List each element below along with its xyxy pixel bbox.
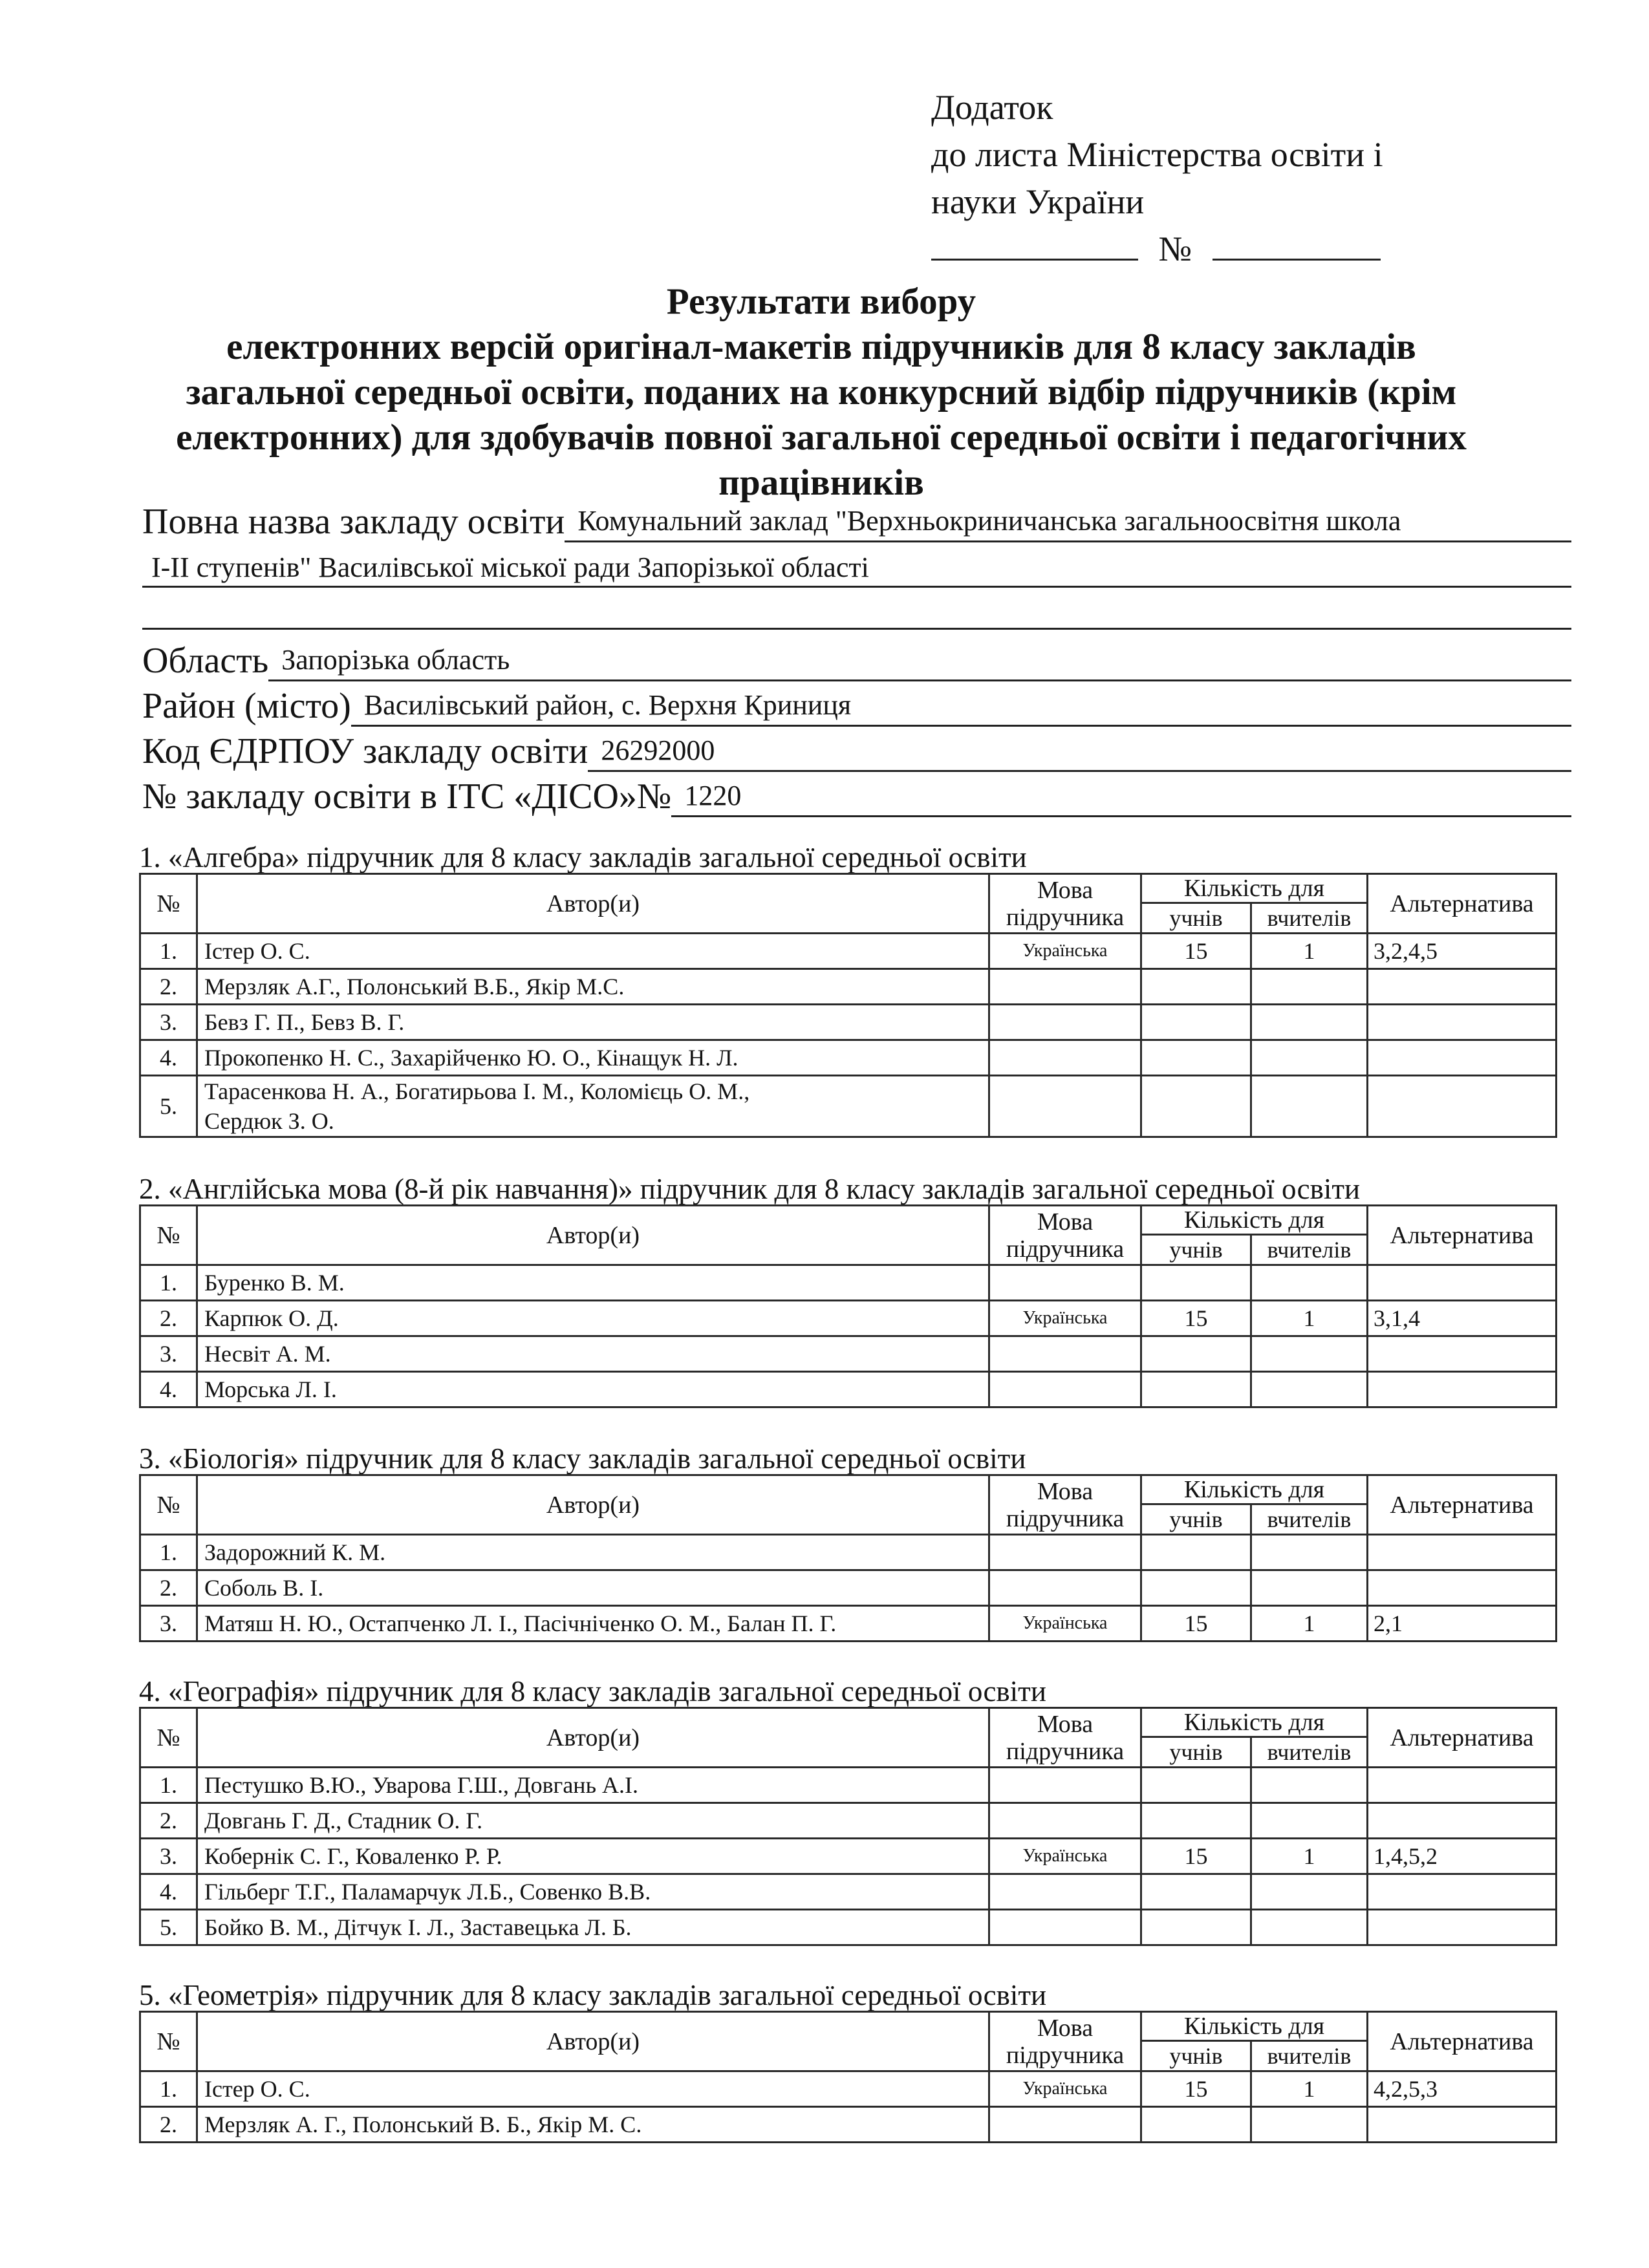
row-teachers (1251, 1910, 1368, 1945)
row-students: 15 (1141, 1606, 1251, 1642)
header-teachers: вчителів (1251, 1737, 1368, 1768)
row-authors (197, 969, 989, 1005)
header-students: учнів (1141, 903, 1251, 934)
row-language: Українська (989, 2071, 1141, 2107)
row-alternative (1368, 1768, 1557, 1803)
row-authors (197, 934, 989, 969)
row-language (989, 1372, 1141, 1407)
row-language (989, 1768, 1141, 1803)
row-teachers: 1 (1251, 1606, 1368, 1642)
row-authors (197, 2107, 989, 2143)
row-language (989, 1076, 1141, 1137)
header-language (989, 1708, 1141, 1768)
row-number: 1. (140, 1265, 197, 1301)
textbook-table (139, 873, 1557, 1138)
row-number: 3. (140, 1839, 197, 1874)
title-line-1: Результати вибору (666, 281, 976, 322)
header-authors: Автор(и) (197, 1206, 989, 1265)
row-number: 5. (140, 1910, 197, 1945)
row-students (1141, 1803, 1251, 1839)
row-language (989, 1535, 1141, 1570)
table-row (140, 1874, 1557, 1910)
annex-line-1: Додаток (931, 88, 1053, 127)
header-authors: Автор(и) (197, 874, 989, 934)
header-alternative: Альтернатива (1368, 1475, 1557, 1535)
author-line: Гільберг Т.Г., Паламарчук Л.Б., Совенко В.В. (204, 1879, 651, 1905)
row-teachers (1251, 1076, 1368, 1137)
author-line: Мерзляк А. Г., Полонський В. Б., Якір М. С. (204, 2112, 642, 2137)
author-line: Істер О. С. (204, 2076, 310, 2102)
title-line-3: загальної середньої освіти, поданих на конкурсний відбір підручників (крім (186, 372, 1457, 412)
header-count: Кількість для (1141, 874, 1368, 903)
title-line-4: електронних) для здобувачів повної загальної середньої освіти і педагогічних (176, 417, 1467, 458)
row-students (1141, 1076, 1251, 1137)
institution-value-2: І-ІІ ступенів" Василівської міської ради Запорізької області (142, 550, 1571, 588)
row-authors (197, 1803, 989, 1839)
section-title: 2. «Англійська мова (8-й рік навчання)» підручник для 8 класу закладів загальної середньої освіти (139, 1173, 1361, 1205)
row-authors (197, 1570, 989, 1606)
table-row (140, 969, 1557, 1005)
section-title: 1. «Алгебра» підручник для 8 класу закладів загальної середньої освіти (139, 841, 1027, 873)
header-language-1: Мова (1037, 2014, 1094, 2042)
header-num: № (140, 874, 197, 934)
row-language (989, 1336, 1141, 1372)
table-row (140, 1768, 1557, 1803)
row-alternative (1368, 1336, 1557, 1372)
row-language (989, 2107, 1141, 2143)
header-alternative: Альтернатива (1368, 1206, 1557, 1265)
row-authors (197, 2071, 989, 2107)
row-teachers (1251, 1570, 1368, 1606)
header-language-2: підручника (1006, 1504, 1125, 1532)
row-alternative (1368, 1910, 1557, 1945)
row-teachers (1251, 1372, 1368, 1407)
header-count: Кількість для (1141, 1708, 1368, 1737)
row-students: 15 (1141, 1301, 1251, 1336)
row-authors (197, 1535, 989, 1570)
row-students: 15 (1141, 934, 1251, 969)
document-title (103, 279, 1539, 506)
row-language: Українська (989, 934, 1141, 969)
row-students (1141, 1910, 1251, 1945)
row-number: 2. (140, 2107, 197, 2143)
header-authors: Автор(и) (197, 2012, 989, 2071)
itc-label: № закладу освіти в ІТС «ДІСО»№ (142, 776, 672, 817)
district-value: Василівський район, с. Верхня Криниця (351, 687, 1571, 727)
header-num: № (140, 2012, 197, 2071)
row-language (989, 1005, 1141, 1040)
row-teachers (1251, 1336, 1368, 1372)
row-authors (197, 1301, 989, 1336)
row-authors (197, 1040, 989, 1076)
table-row (140, 1535, 1557, 1570)
row-authors (197, 1372, 989, 1407)
region-row (142, 640, 1571, 681)
row-authors (197, 1076, 989, 1137)
row-authors (197, 1336, 989, 1372)
row-teachers (1251, 1874, 1368, 1910)
table-row (140, 1005, 1557, 1040)
row-alternative (1368, 1265, 1557, 1301)
row-students: 15 (1141, 2071, 1251, 2107)
row-language: Українська (989, 1301, 1141, 1336)
row-students (1141, 1874, 1251, 1910)
author-line: Пестушко В.Ю., Уварова Г.Ш., Довгань А.І. (204, 1772, 638, 1798)
region-label: Область (142, 641, 269, 681)
row-number: 1. (140, 934, 197, 969)
author-line: Задорожний К. М. (204, 1539, 386, 1565)
row-number: 3. (140, 1336, 197, 1372)
row-number: 1. (140, 1535, 197, 1570)
author-line: Прокопенко Н. С., Захарійченко Ю. О., Кінащук Н. Л. (204, 1045, 738, 1071)
row-alternative (1368, 2107, 1557, 2143)
row-alternative (1368, 1874, 1557, 1910)
author-line: Соболь В. І. (204, 1575, 324, 1601)
row-authors (197, 1265, 989, 1301)
header-language (989, 874, 1141, 934)
header-language-2: підручника (1006, 903, 1125, 931)
row-teachers: 1 (1251, 1839, 1368, 1874)
row-students (1141, 2107, 1251, 2143)
table-row (140, 934, 1557, 969)
table-row (140, 1839, 1557, 1874)
header-num: № (140, 1708, 197, 1768)
row-students (1141, 1768, 1251, 1803)
textbook-table (139, 2011, 1557, 2143)
row-language: Українська (989, 1606, 1141, 1642)
row-students (1141, 1535, 1251, 1570)
row-authors (197, 1606, 989, 1642)
author-line: Бевз Г. П., Бевз В. Г. (204, 1009, 405, 1035)
header-language-2: підручника (1006, 1737, 1125, 1765)
row-alternative (1368, 1803, 1557, 1839)
row-alternative (1368, 1076, 1557, 1137)
section-title: 4. «Географія» підручник для 8 класу закладів загальної середньої освіти (139, 1675, 1046, 1707)
number-sign: № (1158, 230, 1192, 268)
header-num: № (140, 1475, 197, 1535)
author-line: Істер О. С. (204, 938, 310, 964)
author-line: Довгань Г. Д., Стадник О. Г. (204, 1808, 483, 1834)
table-row (140, 1040, 1557, 1076)
row-teachers (1251, 1768, 1368, 1803)
row-teachers (1251, 1265, 1368, 1301)
row-alternative (1368, 1040, 1557, 1076)
table-row (140, 1570, 1557, 1606)
author-line: Несвіт А. М. (204, 1341, 331, 1367)
row-alternative (1368, 1570, 1557, 1606)
row-teachers: 1 (1251, 2071, 1368, 2107)
author-line: Буренко В. М. (204, 1270, 345, 1296)
section-title: 3. «Біологія» підручник для 8 класу закладів загальної середньої освіти (139, 1442, 1026, 1475)
district-row (142, 685, 1571, 727)
row-language (989, 1910, 1141, 1945)
row-number: 4. (140, 1040, 197, 1076)
institution-row (142, 501, 1571, 542)
row-alternative: 3,1,4 (1368, 1301, 1557, 1336)
table-row (140, 2107, 1557, 2143)
row-alternative (1368, 1005, 1557, 1040)
author-line: Матяш Н. Ю., Остапченко Л. І., Пасічніченко О. М., Балан П. Г. (204, 1610, 837, 1636)
row-students (1141, 1265, 1251, 1301)
row-number: 3. (140, 1606, 197, 1642)
author-line: Бойко В. М., Дітчук І. Л., Заставецька Л. Б. (204, 1914, 632, 1940)
row-teachers: 1 (1251, 1301, 1368, 1336)
header-authors: Автор(и) (197, 1475, 989, 1535)
header-students: учнів (1141, 1235, 1251, 1265)
table-row (140, 1910, 1557, 1945)
table-row (140, 1076, 1557, 1137)
header-num: № (140, 1206, 197, 1265)
itc-row (142, 776, 1571, 817)
institution-blank-line (142, 592, 1571, 630)
header-language (989, 2012, 1141, 2071)
header-count: Кількість для (1141, 1475, 1368, 1504)
row-language: Українська (989, 1839, 1141, 1874)
title-line-5: працівників (718, 462, 924, 503)
author-line: Карпюк О. Д. (204, 1305, 339, 1331)
header-language-1: Мова (1037, 1208, 1094, 1236)
header-language-1: Мова (1037, 1477, 1094, 1505)
author-line: Тарасенкова Н. А., Богатирьова І. М., Коломієць О. М., (204, 1078, 750, 1104)
edrpou-row (142, 731, 1571, 772)
row-number: 4. (140, 1874, 197, 1910)
row-teachers (1251, 1535, 1368, 1570)
header-teachers: вчителів (1251, 1235, 1368, 1265)
row-number: 2. (140, 1570, 197, 1606)
textbook-table (139, 1474, 1557, 1642)
header-teachers: вчителів (1251, 903, 1368, 934)
row-teachers (1251, 1005, 1368, 1040)
row-teachers (1251, 1040, 1368, 1076)
row-number: 3. (140, 1005, 197, 1040)
row-alternative: 4,2,5,3 (1368, 2071, 1557, 2107)
title-line-2: електронних версій оригінал-макетів підручників для 8 класу закладів (226, 326, 1416, 367)
row-language (989, 1040, 1141, 1076)
row-number: 5. (140, 1076, 197, 1137)
annex-block (931, 84, 1383, 273)
row-authors (197, 1874, 989, 1910)
row-students: 15 (1141, 1839, 1251, 1874)
header-students: учнів (1141, 2041, 1251, 2071)
author-line: Кобернік С. Г., Коваленко Р. Р. (204, 1843, 502, 1869)
district-label: Район (місто) (142, 686, 351, 726)
institution-label: Повна назва закладу освіти (142, 502, 565, 542)
row-teachers (1251, 2107, 1368, 2143)
header-count: Кількість для (1141, 2012, 1368, 2041)
header-language-2: підручника (1006, 2041, 1125, 2069)
row-teachers (1251, 1803, 1368, 1839)
row-alternative: 1,4,5,2 (1368, 1839, 1557, 1874)
edrpou-value: 26292000 (588, 733, 1571, 772)
row-authors (197, 1910, 989, 1945)
table-row (140, 1803, 1557, 1839)
author-line: Морська Л. І. (204, 1376, 337, 1402)
row-alternative (1368, 1535, 1557, 1570)
section-title: 5. «Геометрія» підручник для 8 класу закладів загальної середньої освіти (139, 1979, 1047, 2011)
table-row (140, 1606, 1557, 1642)
author-line-2: Сердюк З. О. (204, 1108, 334, 1134)
table-row (140, 1301, 1557, 1336)
table-row (140, 1265, 1557, 1301)
edrpou-label: Код ЄДРПОУ закладу освіти (142, 731, 588, 771)
row-authors (197, 1768, 989, 1803)
institution-value-1: Комунальний заклад "Верхньокриничанська загальноосвітня школа (565, 503, 1571, 542)
header-students: учнів (1141, 1737, 1251, 1768)
row-students (1141, 1040, 1251, 1076)
row-students (1141, 969, 1251, 1005)
header-language-1: Мова (1037, 1710, 1094, 1738)
region-value: Запорізька область (268, 642, 1571, 681)
row-students (1141, 1005, 1251, 1040)
header-alternative: Альтернатива (1368, 1708, 1557, 1768)
row-number: 1. (140, 2071, 197, 2107)
header-alternative: Альтернатива (1368, 874, 1557, 934)
header-teachers: вчителів (1251, 1504, 1368, 1535)
row-alternative: 2,1 (1368, 1606, 1557, 1642)
header-language (989, 1475, 1141, 1535)
table-row (140, 1336, 1557, 1372)
row-number: 4. (140, 1372, 197, 1407)
row-alternative (1368, 1372, 1557, 1407)
header-alternative: Альтернатива (1368, 2012, 1557, 2071)
row-language (989, 1874, 1141, 1910)
row-number: 2. (140, 1803, 197, 1839)
table-row (140, 1372, 1557, 1407)
row-teachers: 1 (1251, 934, 1368, 969)
table-row (140, 2071, 1557, 2107)
row-language (989, 1570, 1141, 1606)
row-teachers (1251, 969, 1368, 1005)
author-line: Мерзляк А.Г., Полонський В.Б., Якір М.С. (204, 974, 625, 1000)
number-blank (1212, 252, 1381, 261)
annex-line-3: науки України (931, 182, 1145, 221)
header-teachers: вчителів (1251, 2041, 1368, 2071)
row-number: 1. (140, 1768, 197, 1803)
row-number: 2. (140, 969, 197, 1005)
header-language (989, 1206, 1141, 1265)
row-language (989, 969, 1141, 1005)
annex-number-line (931, 226, 1383, 273)
textbook-table (139, 1707, 1557, 1946)
annex-line-2: до листа Міністерства освіти і (931, 135, 1383, 174)
itc-value: 1220 (671, 778, 1571, 817)
header-students: учнів (1141, 1504, 1251, 1535)
row-students (1141, 1336, 1251, 1372)
row-language (989, 1803, 1141, 1839)
date-blank (931, 252, 1138, 261)
header-language-2: підручника (1006, 1235, 1125, 1263)
row-language (989, 1265, 1141, 1301)
row-students (1141, 1570, 1251, 1606)
row-authors (197, 1839, 989, 1874)
row-number: 2. (140, 1301, 197, 1336)
row-alternative: 3,2,4,5 (1368, 934, 1557, 969)
header-language-1: Мова (1037, 876, 1094, 904)
textbook-table (139, 1204, 1557, 1408)
header-authors: Автор(и) (197, 1708, 989, 1768)
header-count: Кількість для (1141, 1206, 1368, 1235)
row-authors (197, 1005, 989, 1040)
row-students (1141, 1372, 1251, 1407)
row-alternative (1368, 969, 1557, 1005)
